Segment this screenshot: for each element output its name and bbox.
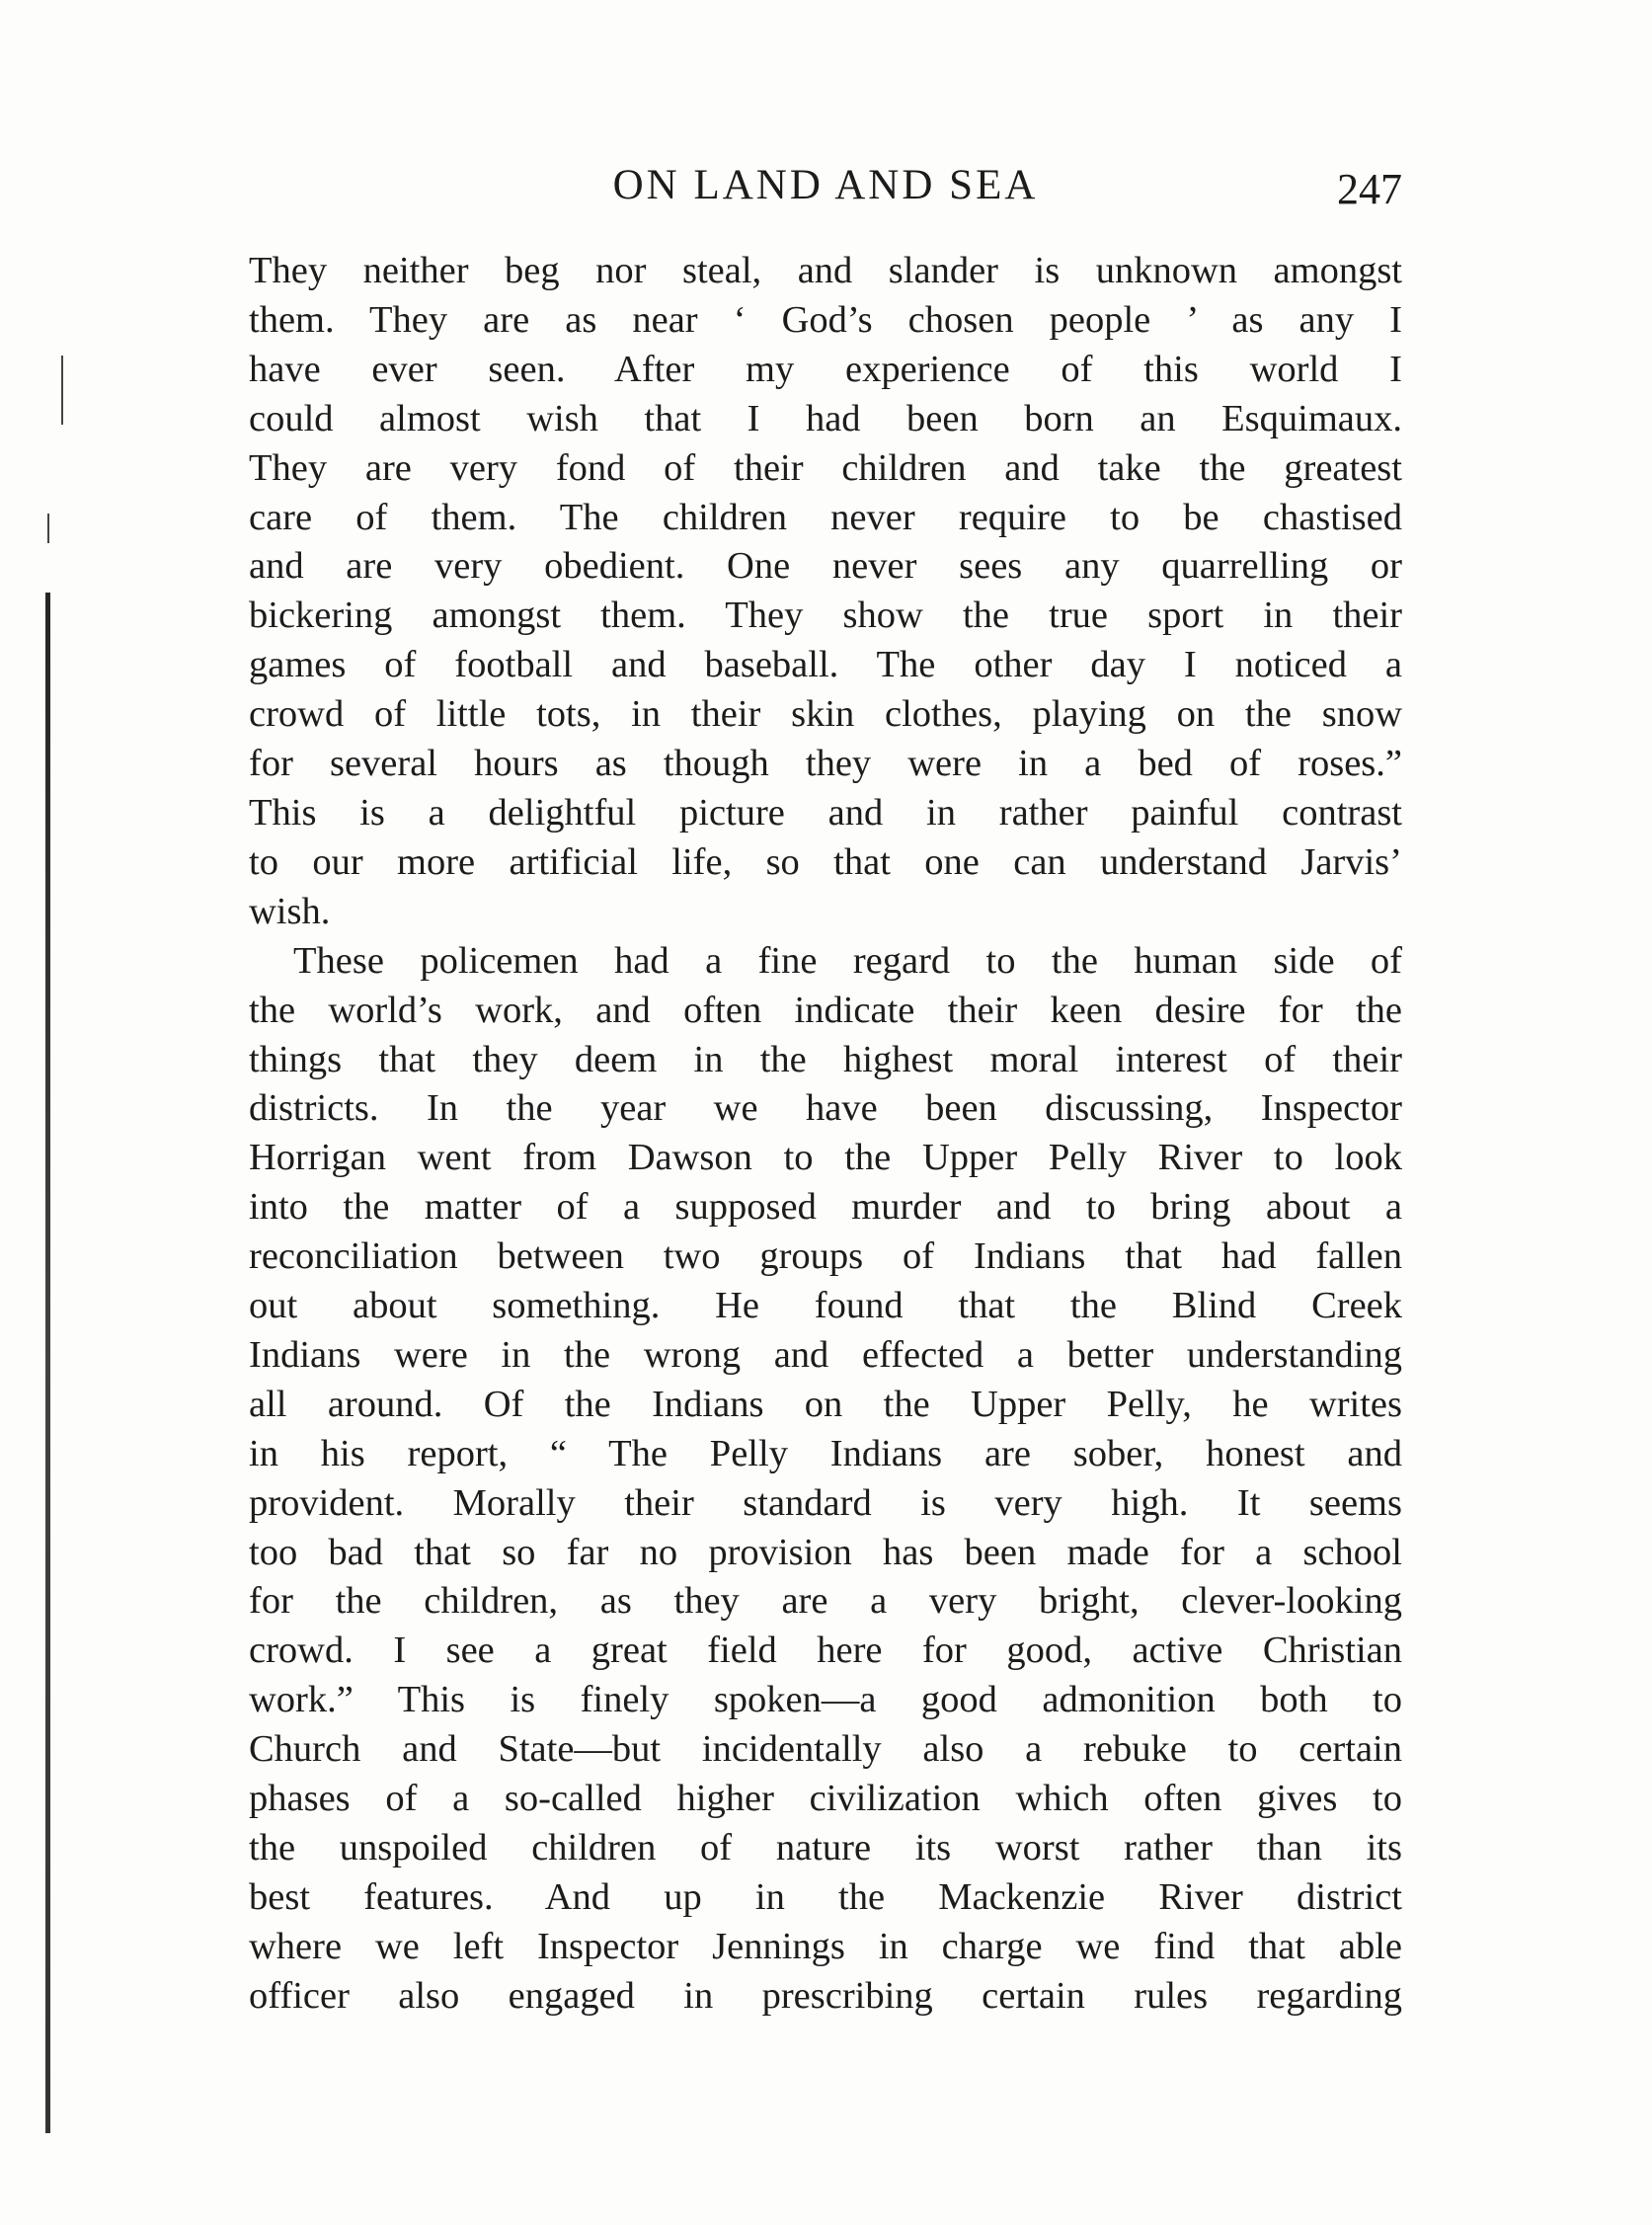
text-line: bickering amongst them. They show the true sport in their (249, 595, 1402, 637)
text-line: provident. Morally their standard is very high. It seems (249, 1481, 1402, 1524)
text-line: crowd. I see a great field here for good, active Christian (249, 1629, 1402, 1672)
text-line: and are very obedient. One never sees any quarrelling or (249, 545, 1402, 588)
text-line: in his report, “ The Pelly Indians are sober, honest and (249, 1432, 1402, 1474)
text-line: them. They are as near ‘ God’s chosen people ’ as any I (249, 298, 1402, 341)
text-line: work.” This is finely spoken—a good admonition both to (249, 1679, 1402, 1721)
scan-binding-edge (45, 593, 50, 2133)
text-line: the unspoiled children of nature its worst rather than its (249, 1827, 1402, 1868)
scan-mark (61, 356, 63, 425)
scan-mark (47, 514, 49, 543)
page-number: 247 (1337, 165, 1402, 213)
text-line: to our more artificial life, so that one can understand Jarvis’ (249, 840, 1402, 883)
text-line: These policemen had a fine regard to the human side of (293, 939, 1402, 982)
text-line: where we left Inspector Jennings in charge we find that able (249, 1925, 1402, 1967)
text-line: out about something. He found that the Blind Creek (249, 1285, 1402, 1327)
paragraph-2 (249, 937, 1402, 2022)
text-line: Horrigan went from Dawson to the Upper Pelly River to look (249, 1137, 1402, 1179)
text-line: This is a delightful picture and in rather painful contrast (249, 791, 1402, 834)
body-text (249, 247, 1402, 2022)
text-line: for several hours as though they were in a bed of roses.” (249, 743, 1402, 785)
text-line: for the children, as they are a very bright, clever-looking (249, 1580, 1402, 1623)
text-line: They neither beg nor steal, and slander is unknown amongst (249, 250, 1402, 291)
text-line: into the matter of a supposed murder and to bring about a (249, 1186, 1402, 1229)
text-line: Indians were in the wrong and effected a better understanding (249, 1333, 1402, 1376)
text-line: wish. (249, 890, 331, 932)
text-line: could almost wish that I had been born an Esquimaux. (249, 397, 1402, 439)
text-line: districts. In the year we have been discussing, Inspector (249, 1087, 1402, 1130)
running-head: ON LAND AND SEA (612, 162, 1039, 208)
page-header (249, 156, 1402, 215)
text-line: best features. And up in the Mackenzie River district (249, 1875, 1402, 1918)
text-line: officer also engaged in prescribing certain rules regarding (249, 1974, 1402, 2017)
text-line: all around. Of the Indians on the Upper Pelly, he writes (249, 1383, 1402, 1425)
text-line: too bad that so far no provision has been made for a school (249, 1531, 1402, 1573)
text-line: the world’s work, and often indicate their keen desire for the (249, 989, 1402, 1031)
text-line: games of football and baseball. The other day I noticed a (249, 644, 1402, 686)
text-line: have ever seen. After my experience of this world I (249, 348, 1402, 390)
paragraph-1 (249, 247, 1402, 937)
text-line: They are very fond of their children and take the greatest (249, 446, 1402, 489)
text-line: Church and State—but incidentally also a rebuke to certain (249, 1728, 1402, 1771)
text-line: things that they deem in the highest moral interest of their (249, 1038, 1402, 1080)
text-line: phases of a so-called higher civilization which often gives to (249, 1778, 1402, 1820)
text-line: care of them. The children never require to be chastised (249, 496, 1402, 538)
text-line: crowd of little tots, in their skin clothes, playing on the snow (249, 693, 1402, 736)
text-line: reconciliation between two groups of Indians that had fallen (249, 1235, 1402, 1278)
